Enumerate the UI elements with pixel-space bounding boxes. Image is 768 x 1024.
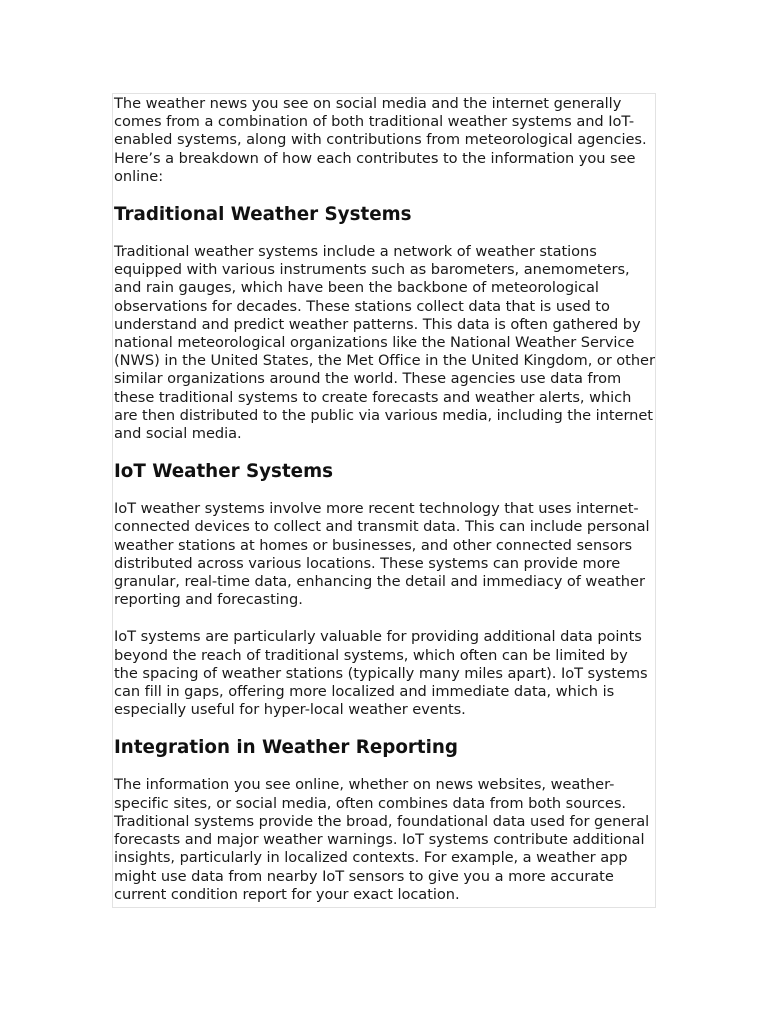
iot-paragraph-1: IoT weather systems involve more recent technology that uses internet-connected devices to collect and transmit data. This can include personal weather stations at homes or businesses, and other connected sensors distributed across various locations. These systems can provide more granular, real-time data, enhancing the detail and immediacy of weather reporting and forecasting. <box>114 500 650 609</box>
document-page <box>112 93 656 908</box>
iot-paragraph-2: IoT systems are particularly valuable for providing additional data points beyond the reach of traditional systems, which often can be limited by the spacing of weather stations (typically many miles apart). IoT systems can fill in gaps, offering more localized and immediate data, which is especially useful for hyper-local weather events. <box>114 628 648 719</box>
section-heading-traditional: Traditional Weather Systems <box>114 204 412 226</box>
section-heading-iot: IoT Weather Systems <box>114 461 334 483</box>
traditional-paragraph: Traditional weather systems include a network of weather stations equipped with various instruments such as barometers, anemometers, and rain gauges, which have been the backbone of meteorological observations for decades. These stations collect data that is used to understand and predict weather patterns. This data is often gathered by national meteorological organizations like the National Weather Service (NWS) in the United States, the Met Office in the United Kingdom, or other similar organizations around the world. These agencies use data from these traditional systems to create forecasts and weather alerts, which are then distributed to the public via various media, including the internet and social media. <box>114 243 655 443</box>
intro-paragraph: The weather news you see on social media and the internet generally comes from a combination of both traditional weather systems and IoT-enabled systems, along with contributions from meteorological agencies. Here’s a breakdown of how each contributes to the information you see online: <box>114 95 647 185</box>
section-heading-integration: Integration in Weather Reporting <box>114 737 459 759</box>
integration-paragraph: The information you see online, whether on news websites, weather-specific sites, or social media, often combines data from both sources. Traditional systems provide the broad, foundational data used for general forecasts and major weather warnings. IoT systems contribute additional insights, particularly in localized contexts. For example, a weather app might use data from nearby IoT sensors to give you a more accurate current condition report for your exact location. <box>114 776 650 903</box>
